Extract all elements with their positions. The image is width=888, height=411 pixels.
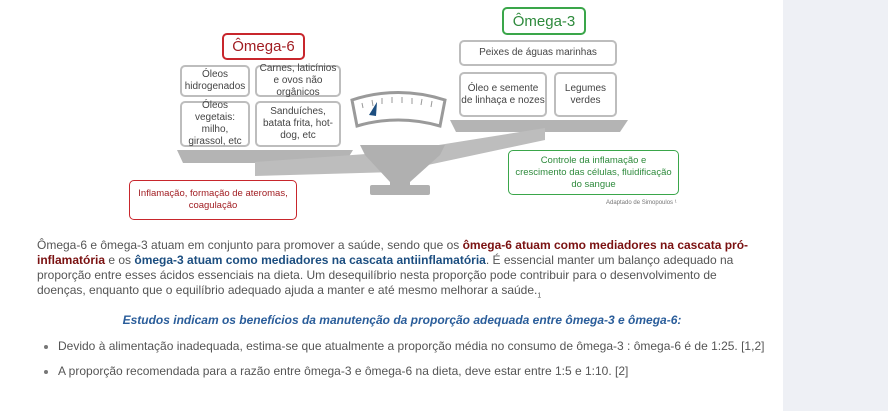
omega6-effect-callout: Inflamação, formação de ateromas, coagulação bbox=[129, 180, 297, 220]
bullet-icon bbox=[44, 370, 48, 374]
bullet-icon bbox=[44, 345, 48, 349]
scale-base bbox=[370, 185, 430, 195]
benefits-list bbox=[37, 339, 767, 379]
food-item-sea-fish: Peixes de águas marinhas bbox=[459, 40, 617, 66]
omega-balance-figure bbox=[0, 0, 783, 225]
food-item-green-vegetables: Legumes verdes bbox=[554, 72, 617, 117]
intro-text-start: Ômega-6 e ômega-3 atuam em conjunto para promover a saúde, sendo que os bbox=[37, 238, 463, 252]
food-item-vegetable-oils: Óleos vegetais: milho, girassol, etc bbox=[180, 101, 250, 147]
list-item bbox=[37, 339, 767, 354]
reference-marker: 1 bbox=[537, 292, 542, 300]
food-item-flaxseed-nuts: Óleo e semente de linhaça e nozes bbox=[459, 72, 547, 117]
omega6-title: Ômega-6 bbox=[222, 33, 305, 60]
intro-text-middle: e os bbox=[105, 253, 135, 267]
right-sidebar-panel bbox=[783, 0, 888, 411]
food-item-hydrogenated-oils: Óleos hidrogenados bbox=[180, 65, 250, 97]
food-item-meat-dairy-eggs: Carnes, laticínios e ovos não orgânicos bbox=[255, 65, 341, 97]
list-item-text: Devido à alimentação inadequada, estima-se que atualmente a proporção média no consumo de ômega-3 : ômega-6 é de 1:25. [1,2] bbox=[58, 339, 765, 353]
studies-heading: Estudos indicam os benefícios da manutenção da proporção adequada entre ômega-3 e ômega-6: bbox=[122, 313, 682, 327]
omega3-title: Ômega-3 bbox=[502, 7, 586, 35]
list-item bbox=[37, 364, 767, 379]
scale-dial bbox=[352, 93, 445, 127]
intro-text-end: . É essencial manter um balanço adequado na proporção entre esses ácidos essenciais na dieta. Um desequilíbrio nesta proporção pode contribuir para o desenvolvimento de doenças, enquanto que o equilíbrio adequado ajuda a manter e até mesmo melhorar a saúde. bbox=[37, 253, 734, 297]
omega3-highlight: ômega-3 atuam como mediadores na cascata antiinflamatória bbox=[134, 253, 486, 267]
omega3-effect-callout: Controle da inflamação e crescimento das células, fluidificação do sangue bbox=[508, 150, 679, 195]
intro-paragraph bbox=[37, 238, 767, 303]
food-item-fast-food: Sanduíches, batata frita, hot-dog, etc bbox=[255, 101, 341, 147]
list-item-text: A proporção recomendada para a razão entre ômega-3 e ômega-6 na dieta, deve estar entre 1:5 e 1:10. [2] bbox=[58, 364, 629, 378]
figure-credit: Adaptado de Simopoulos ¹ bbox=[606, 200, 677, 206]
omega6-highlight: ômega-6 atuam como mediadores na cascata pró-inflamatória bbox=[37, 238, 749, 267]
